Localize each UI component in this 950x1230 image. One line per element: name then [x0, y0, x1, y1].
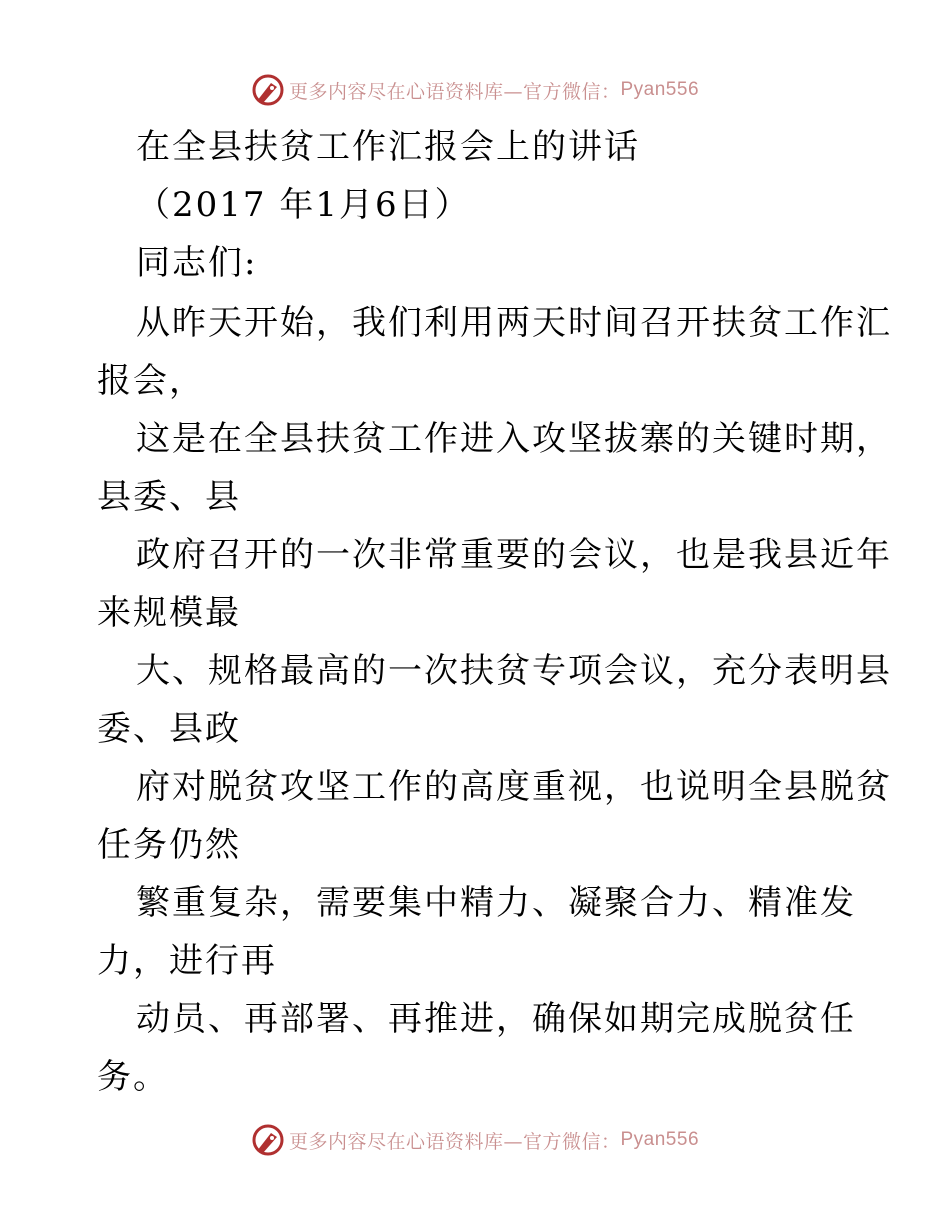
paragraph-line: 来规模最	[97, 593, 241, 633]
footer-watermark	[0, 1122, 950, 1158]
paragraph-line: 动员、再部署、再推进，确保如期完成脱贫任	[136, 999, 856, 1039]
paragraph-line: 政府召开的一次非常重要的会议，也是我县近年	[136, 535, 892, 575]
paragraph-line: 大、规格最高的一次扶贫专项会议，充分表明县	[136, 651, 892, 691]
header-watermark	[0, 72, 950, 108]
watermark-brand: Pyan556	[620, 1129, 700, 1150]
watermark-brand: Pyan556	[620, 79, 700, 100]
paragraph-line: 府对脱贫攻坚工作的高度重视，也说明全县脱贫	[136, 767, 892, 807]
paragraph-line: 这是在全县扶贫工作进入攻坚拔寨的关键时期，	[136, 419, 892, 459]
paragraph-line: 繁重复杂，需要集中精力、凝聚合力、精准发	[136, 883, 856, 923]
watermark-text: 更多内容尽在心语资料库—官方微信：	[288, 1130, 621, 1153]
paragraph-line: 务。	[97, 1057, 169, 1097]
document-date: （2017 年1月6日）	[136, 185, 471, 225]
document-title: 在全县扶贫工作汇报会上的讲话	[136, 127, 640, 167]
paragraph-line: 从昨天开始，我们利用两天时间召开扶贫工作汇	[136, 303, 892, 343]
pen-nib-circle-icon	[251, 1123, 285, 1157]
paragraph-line: 报会，	[97, 361, 205, 401]
paragraph-line: 力，进行再	[97, 941, 277, 981]
paragraph-line: 任务仍然	[97, 825, 241, 865]
watermark-text: 更多内容尽在心语资料库—官方微信：	[288, 80, 621, 103]
paragraph-line: 委、县政	[97, 709, 241, 749]
paragraph-line: 县委、县	[97, 477, 241, 517]
salutation: 同志们:	[136, 243, 258, 283]
pen-nib-circle-icon	[251, 73, 285, 107]
